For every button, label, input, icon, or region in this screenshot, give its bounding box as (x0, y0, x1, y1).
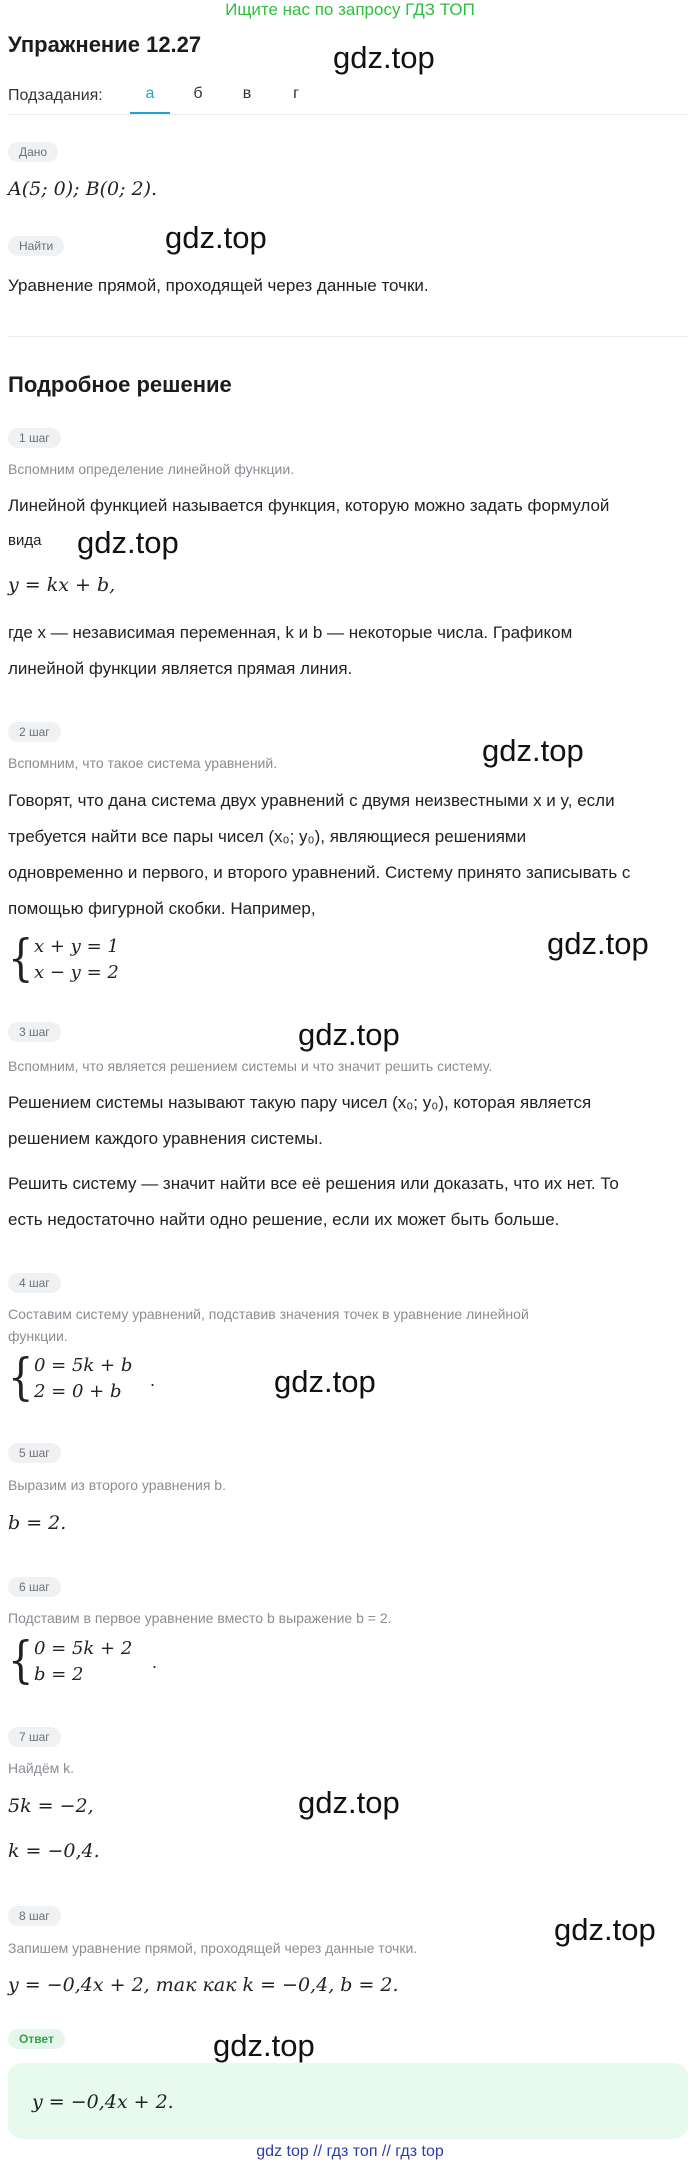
definition-text: Линейной функцией называется функция, которую можно задать формулой (8, 496, 610, 515)
given-points: A(5; 0); B(0; 2). (8, 178, 158, 200)
equation-system (8, 930, 208, 990)
step-intro: Вспомним, что является решением системы и что значит решить систему. (8, 1058, 493, 1074)
subtasks-label: Подзадания: (8, 87, 103, 104)
result: 5k = −2, (8, 1795, 94, 1817)
divider (8, 336, 688, 337)
step-intro: Выразим из второго уравнения b. (8, 1477, 226, 1493)
step-chip: 6 шаг (8, 1577, 61, 1597)
step-text: Решить систему — значит найти все её решения или доказать, что их нет. То (8, 1174, 619, 1193)
watermark: gdz.top (298, 1785, 400, 1820)
equation: 0 = 5k + b (34, 1355, 133, 1376)
tab-b[interactable]: б (193, 85, 203, 102)
answer-chip: Ответ (8, 2029, 65, 2049)
equation: 2 = 0 + b (34, 1381, 122, 1402)
equation-system (8, 1632, 208, 1692)
step-intro: Запишем уравнение прямой, проходящей через данные точки. (8, 1940, 418, 1956)
equation-system (8, 1349, 208, 1409)
step-intro: Составим систему уравнений, подставив значения точек в уравнение линейной (8, 1306, 529, 1322)
footer-links[interactable]: gdz top // гдз топ // гдз top (256, 2143, 444, 2160)
step-chip: 8 шаг (8, 1906, 61, 1926)
step-chip: 5 шаг (8, 1443, 61, 1463)
brace-icon: { (8, 930, 34, 988)
equation: x − y = 2 (34, 962, 119, 983)
formula: y = kx + b, (8, 574, 116, 596)
find-chip: Найти (8, 236, 64, 256)
step-intro-cont: функции. (8, 1328, 68, 1344)
step-text: линейной функции является прямая линия. (8, 659, 353, 678)
solution-heading: Подробное решение (8, 372, 232, 397)
step-text: решением каждого уравнения системы. (8, 1129, 323, 1148)
page-title: Упражнение 12.27 (8, 32, 202, 57)
watermark: gdz.top (165, 220, 267, 255)
step-chip: 1 шаг (8, 428, 61, 448)
step-text: требуется найти все пары чисел (x₀; y₀), являющиеся решениями (8, 827, 527, 846)
step-chip: 2 шаг (8, 722, 61, 742)
find-text: Уравнение прямой, проходящей через данные точки. (8, 276, 429, 295)
watermark: gdz.top (298, 1017, 400, 1052)
period: . (150, 1370, 156, 1390)
step-text: где x — независимая переменная, k и b — некоторые числа. Графиком (8, 623, 573, 642)
step-text: Решением системы называют такую пару чисел (x₀; y₀), которая является (8, 1093, 592, 1112)
divider (8, 114, 688, 115)
tab-v[interactable]: в (242, 85, 252, 102)
brace-icon: { (8, 1632, 34, 1690)
equation: x + y = 1 (34, 936, 119, 957)
brace-icon: { (8, 1349, 34, 1407)
step-intro: Подставим в первое уравнение вместо b выражение b = 2. (8, 1610, 392, 1626)
watermark: gdz.top (554, 1912, 656, 1947)
step-intro: Вспомним определение линейной функции. (8, 461, 295, 477)
step-chip: 4 шаг (8, 1273, 61, 1293)
given-chip: Дано (8, 142, 58, 162)
step-chip: 7 шаг (8, 1727, 61, 1747)
tab-g[interactable]: г (293, 85, 299, 102)
watermark: gdz.top (547, 926, 649, 961)
watermark: gdz.top (333, 40, 435, 75)
watermark: gdz.top (77, 525, 179, 560)
step-chip: 3 шаг (8, 1022, 61, 1042)
definition-text-cont: вида (8, 532, 42, 549)
equation: b = 2 (34, 1664, 84, 1685)
watermark: gdz.top (274, 1364, 376, 1399)
tab-a[interactable]: а (130, 85, 170, 114)
step-intro: Найдём k. (8, 1760, 75, 1776)
equation: 0 = 5k + 2 (34, 1638, 133, 1659)
result: y = −0,4x + 2, так как k = −0,4, b = 2. (8, 1974, 399, 1996)
step-text: помощью фигурной скобки. Например, (8, 899, 316, 918)
step-intro: Вспомним, что такое система уравнений. (8, 755, 278, 771)
watermark: gdz.top (213, 2028, 315, 2063)
search-banner: Ищите нас по запросу ГДЗ ТОП (225, 0, 475, 19)
result: k = −0,4. (8, 1840, 100, 1862)
step-text: есть недостаточно найти одно решение, если их может быть больше. (8, 1210, 560, 1229)
period: . (152, 1652, 158, 1672)
step-text: одновременно и первого, и второго уравнений. Систему принято записывать с (8, 863, 631, 882)
step-text: Говорят, что дана система двух уравнений с двумя неизвестными x и y, если (8, 791, 615, 810)
result: b = 2. (8, 1512, 67, 1534)
answer-formula: y = −0,4x + 2. (32, 2091, 174, 2113)
watermark: gdz.top (482, 733, 584, 768)
